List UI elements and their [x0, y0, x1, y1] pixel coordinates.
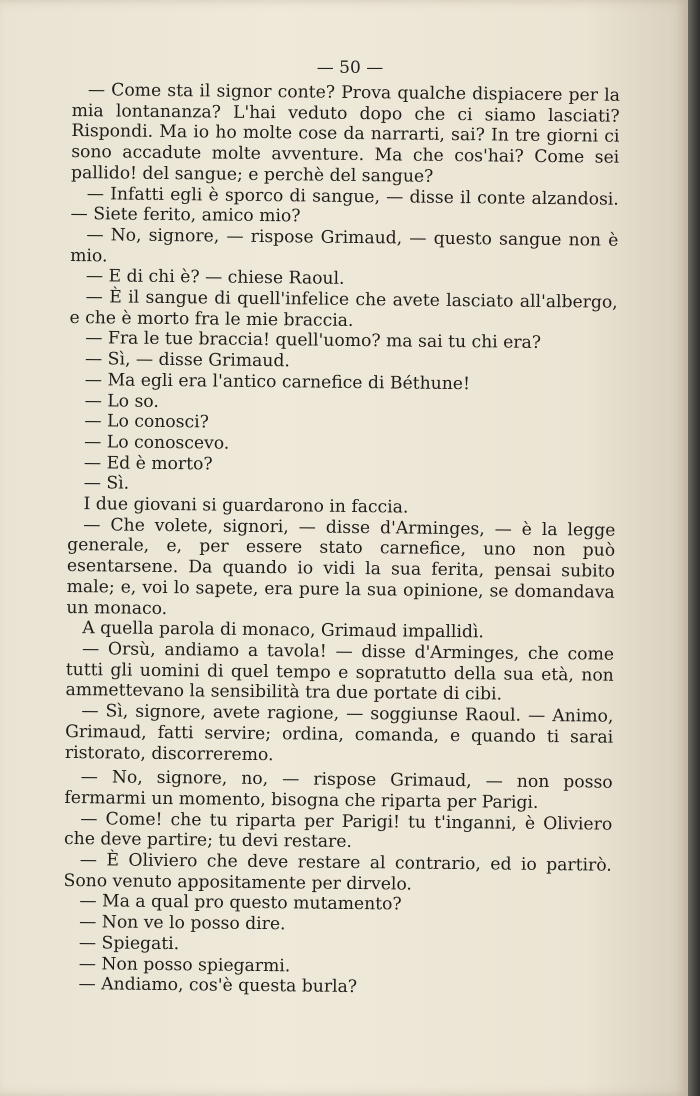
- paragraph: — E di chi è? — chiese Raoul.: [85, 266, 345, 290]
- paragraph: — Andiamo, cos'è questa burla?: [78, 974, 358, 998]
- paragraph: — Lo conoscevo.: [84, 432, 230, 454]
- paragraph: — Sì.: [83, 473, 130, 494]
- paragraph: — Sì, — disse Grimaud.: [84, 349, 290, 372]
- body-text: [62, 80, 620, 1001]
- paragraph: — Come sta il signor conte? Prova qualche dispiacere per la mia lontananza? L'hai veduto dopo che ci siamo lasciati? Rispondi. Ma io ho molte cose da narrarti, sai? In tre giorni ci sono accadute molte avventure. Ma che cos'hai? Come sei pallido! del sangue; e perchè del sangue?: [70, 80, 620, 187]
- page-number: — 50 —: [316, 58, 384, 78]
- paragraph: A quella parola di monaco, Grimaud impallidì.: [82, 618, 485, 643]
- paragraph: — No, signore, no, — rispose Grimaud, — non posso fermarmi un momento, bisogna che riparta per Parigi.: [64, 767, 613, 813]
- paragraph: — Fra le tue braccia! quell'uomo? ma sai tu chi era?: [85, 328, 542, 354]
- paragraph: — Lo conosci?: [84, 411, 209, 433]
- book-spine-edge: [688, 0, 700, 1096]
- paragraph: — Sì, signore, avete ragione, — soggiunse Raoul. — Animo, Grimaud, fatti servire; ordina, comanda, e quando ti sarai ristorato, discorreremo.: [64, 701, 614, 765]
- paragraph: — Lo so.: [84, 390, 159, 412]
- paragraph: — Infatti egli è sporco di sangue, — disse il conte alzandosi. — Siete ferito, amico mio?: [70, 183, 619, 227]
- paragraph: — Ma egli era l'antico carnefice di Béthune!: [84, 369, 471, 395]
- paragraph: — Non ve lo posso dire.: [79, 912, 286, 935]
- paragraph: — Spiegati.: [78, 932, 180, 954]
- paragraph: — È il sangue di quell'infelice che avete lasciato all'albergo, e che è morto fra le mie braccia.: [69, 287, 618, 331]
- paragraph: — Che volete, signori, — disse d'Arminges, — è la legge generale, e, per essere stato carnefice, uno non può esentarsene. Da quando io vidi la sua ferita, pensai subito male; e, voi lo sapete, era pure la sua opinione, se domandava un monaco.: [66, 514, 616, 619]
- paragraph: — Orsù, andiamo a tavola! — disse d'Arminges, che come tutti gli uomini di quel tempo e sopratutto della sua età, non ammettevano la sensibilità tra due portate di cibi.: [65, 639, 615, 705]
- paragraph: — È Oliviero che deve restare al contrario, ed io partirò. Sono venuto appositamente per dirvelo.: [63, 850, 612, 895]
- paragraph: — Non posso spiegarmi.: [78, 953, 291, 976]
- paragraph: — Ed è morto?: [83, 452, 213, 475]
- paragraph: — Ma a qual pro questo mutamento?: [79, 891, 402, 915]
- paragraph: — No, signore, — rispose Grimaud, — questo sangue non è mio.: [70, 225, 619, 267]
- paragraph: — Come! che tu riparta per Parigi! tu t'inganni, è Oliviero che deve partire; tu devi restare.: [63, 808, 613, 853]
- paragraph: I due giovani si guardarono in faccia.: [83, 494, 409, 518]
